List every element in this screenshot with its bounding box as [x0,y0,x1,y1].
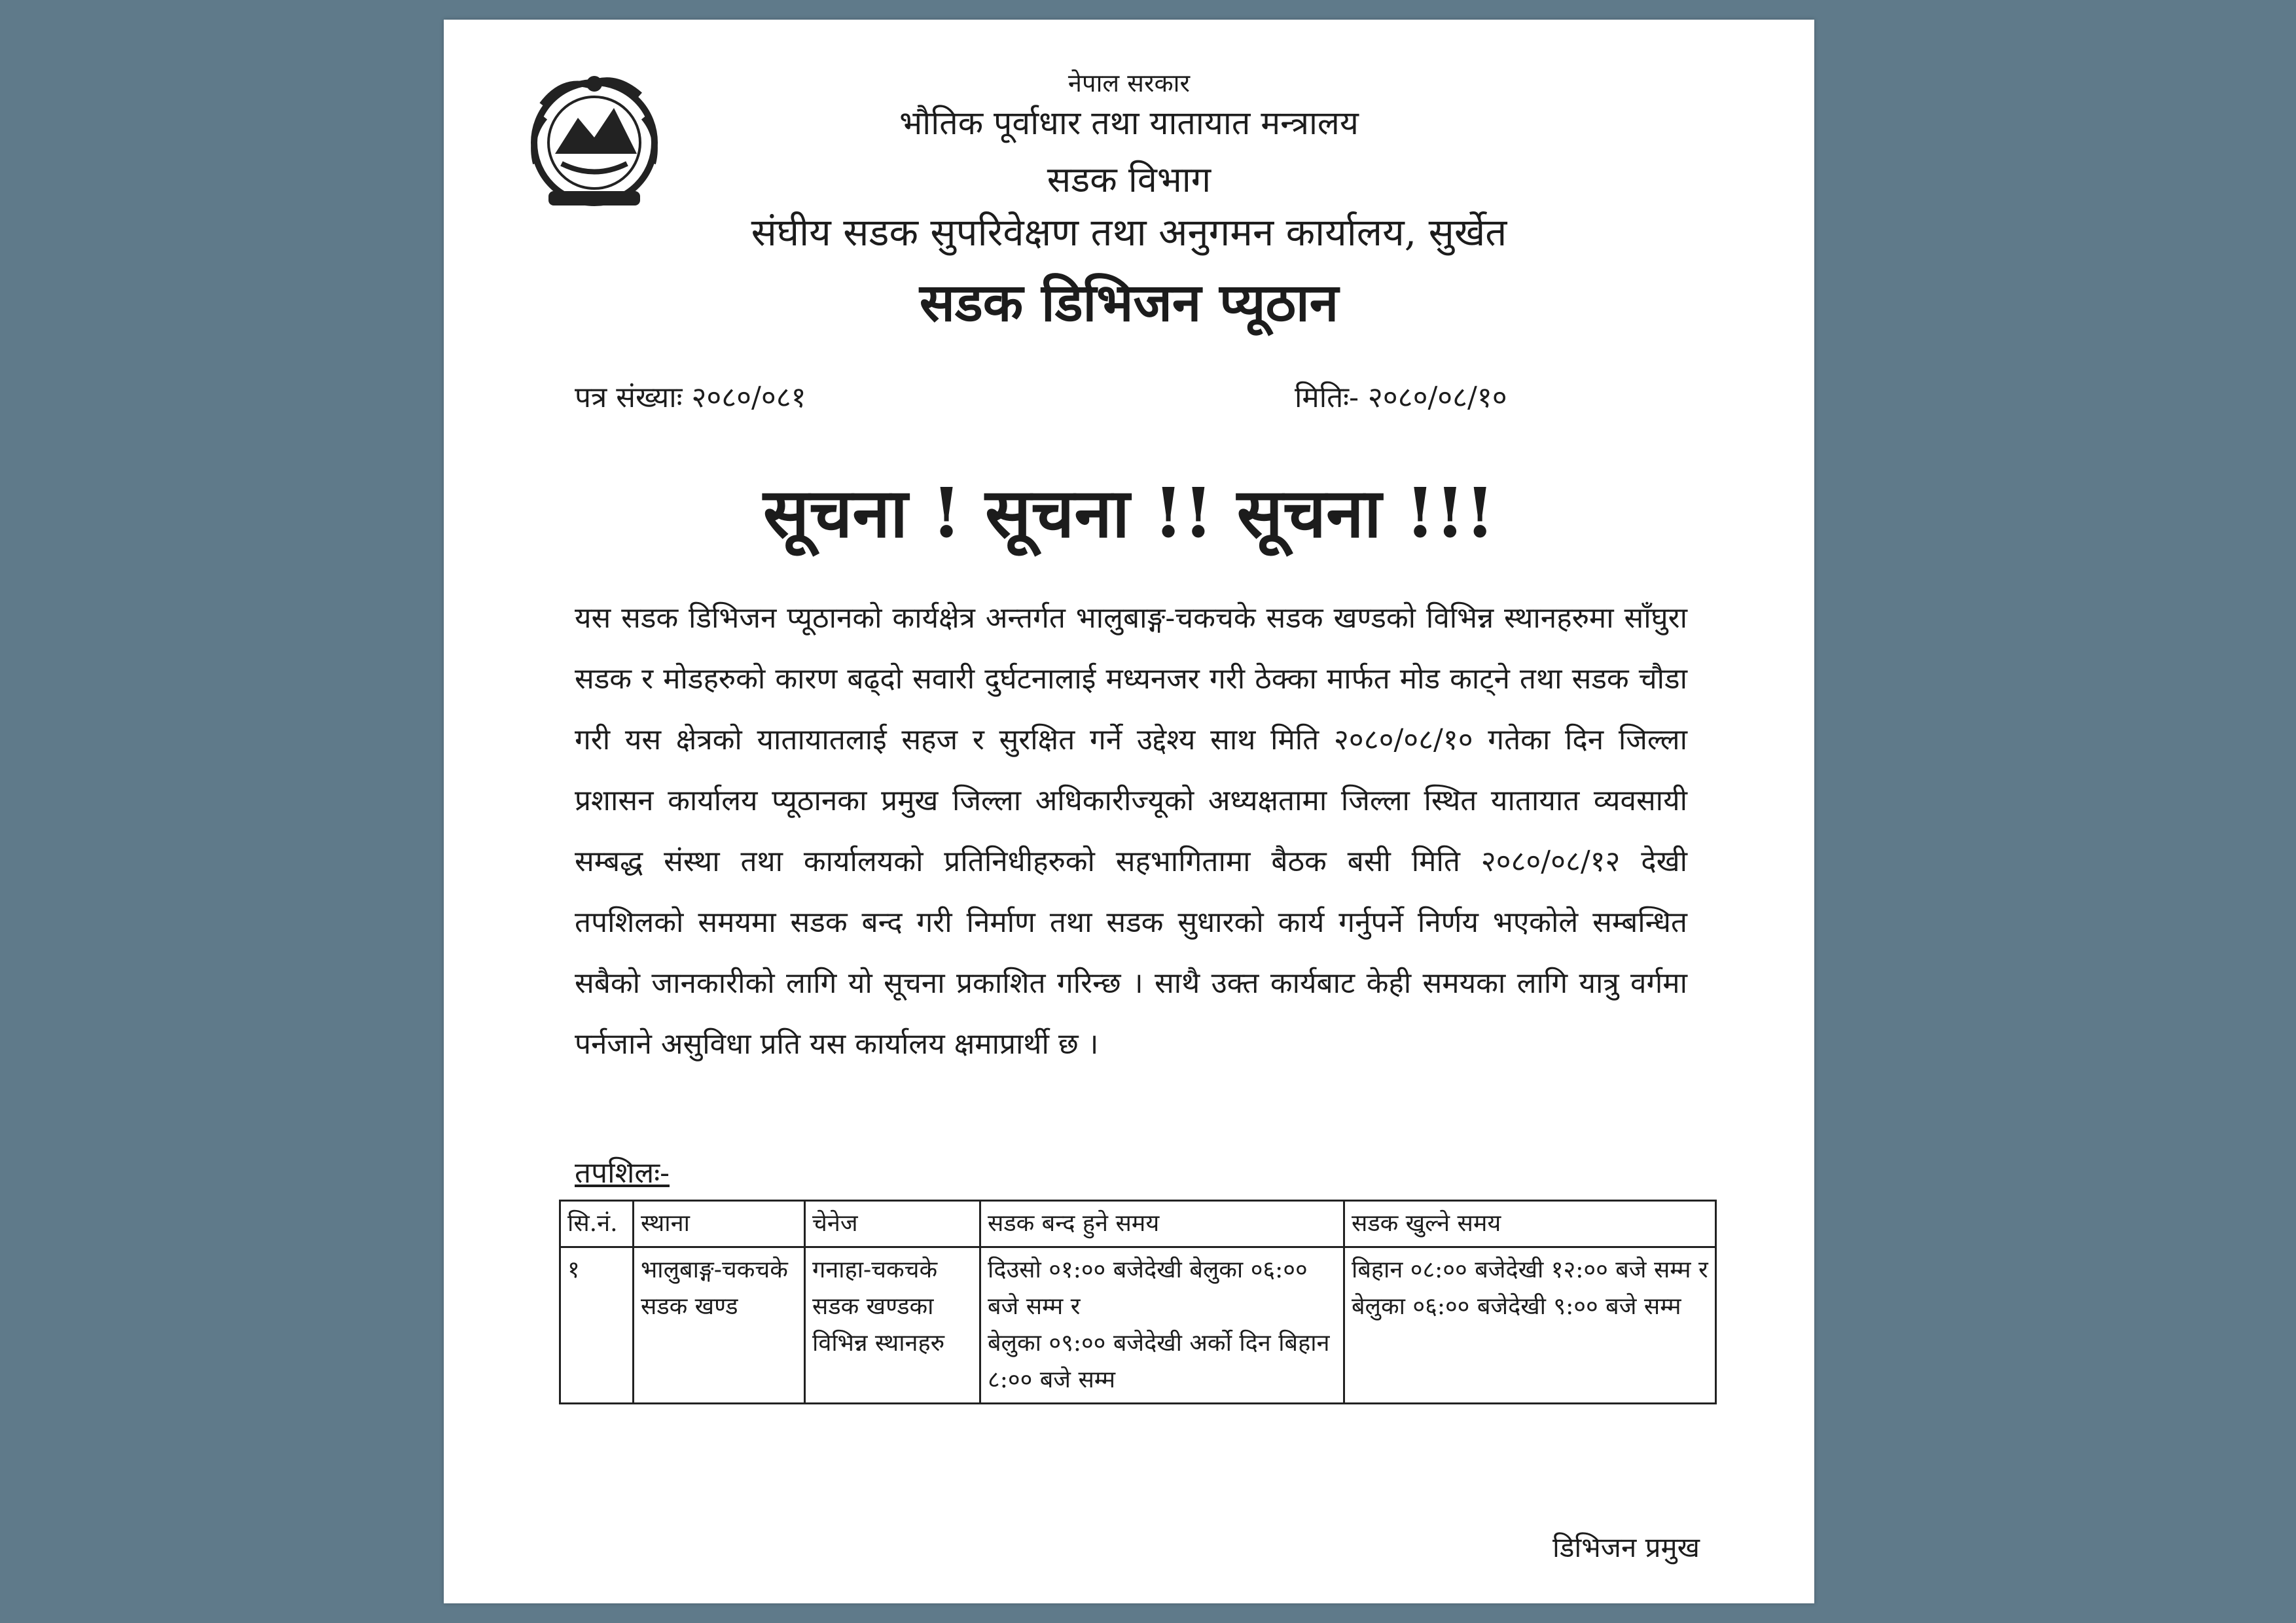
col-header-close-time: सडक बन्द हुने समय [980,1201,1344,1247]
office-name: संघीय सडक सुपरिवेक्षण तथा अनुगमन कार्यालय, सुर्खेत [751,210,1507,255]
notice-title: सूचना ! सूचना !! सूचना !!! [763,473,1495,553]
schedule-table [559,1200,1717,1404]
government-name: नेपाल सरकार [1067,69,1191,98]
col-header-place: स्थाना [634,1201,805,1247]
close-time-2: बेलुका ०९:०० बजेदेखी अर्को दिन बिहान ८:०० बजे सम्म [988,1330,1330,1393]
letter-number: पत्र संख्याः २०८०/०८१ [575,381,806,414]
cell-chainage: गनाहा-चकचके सडक खण्डका विभिन्न स्थानहरु [805,1247,980,1404]
open-time-1: बिहान ०८:०० बजेदेखी १२:०० बजे सम्म र [1352,1257,1708,1283]
table-row [560,1247,1716,1404]
cell-sn: १ [560,1247,634,1404]
open-time-2: बेलुका ०६:०० बजेदेखी ९:०० बजे सम्म [1352,1293,1681,1320]
schedule-label: तपशिलः- [575,1156,670,1190]
letter-date: मितिः- २०८०/०८/१० [1295,381,1507,414]
notice-body: यस सडक डिभिजन प्यूठानको कार्यक्षेत्र अन्तर्गत भालुबाङ्ग-चकचके सडक खण्डको विभिन्न स्थानहरुमा साँघुरा सडक र मोडहरुको कारण बढ्दो सवारी दुर्घटनालाई मध्यनजर गरी ठेक्का मार्फत मोड काट्ने तथा सडक चौडा गरी यस क्षेत्रको यातायातलाई सहज र सुरक्षित गर्ने उद्देश्य साथ मिति २०८०/०८/१० गतेका दिन जिल्ला प्रशासन कार्यालय प्यूठानका प्रमुख जिल्ला अधिकारीज्यूको अध्यक्षतामा जिल्ला स्थित यातायात व्यवसायी सम्बद्ध संस्था तथा कार्यालयको प्रतिनिधीहरुको सहभागितामा बैठक बसी मिति २०८०/०८/१२ देखी तपशिलको समयमा सडक बन्द गरी निर्माण तथा सडक सुधारको कार्य गर्नुपर्ने निर्णय भएकोले सम्बन्धित सबैको जानकारीको लागि यो सूचना प्रकाशित गरिन्छ । साथै उक्त कार्यबाट केही समयका लागि यात्रु वर्गमा पर्नजाने असुविधा प्रति यस कार्यालय क्षमाप्रार्थी छ । [575,601,1687,1061]
table-header-row [560,1201,1716,1247]
notice-document [444,20,1814,1603]
cell-open-time [1344,1247,1716,1404]
col-header-open-time: सडक खुल्ने समय [1344,1201,1716,1247]
department-name: सडक विभाग [1047,159,1211,200]
signature-title: डिभिजन प्रमुख [1552,1531,1700,1563]
division-name: सडक डिभिजन प्यूठान [919,272,1339,333]
cell-close-time [980,1247,1344,1404]
col-header-chainage: चेनेज [805,1201,980,1247]
cell-place: भालुबाङ्ग-चकचके सडक खण्ड [634,1247,805,1404]
ministry-name: भौतिक पूर्वाधार तथा यातायात मन्त्रालय [899,104,1359,142]
close-time-1: दिउसो ०१:०० बजेदेखी बेलुका ०६:०० बजे सम्म र [988,1257,1308,1320]
col-header-sn: सि.नं. [560,1201,634,1247]
